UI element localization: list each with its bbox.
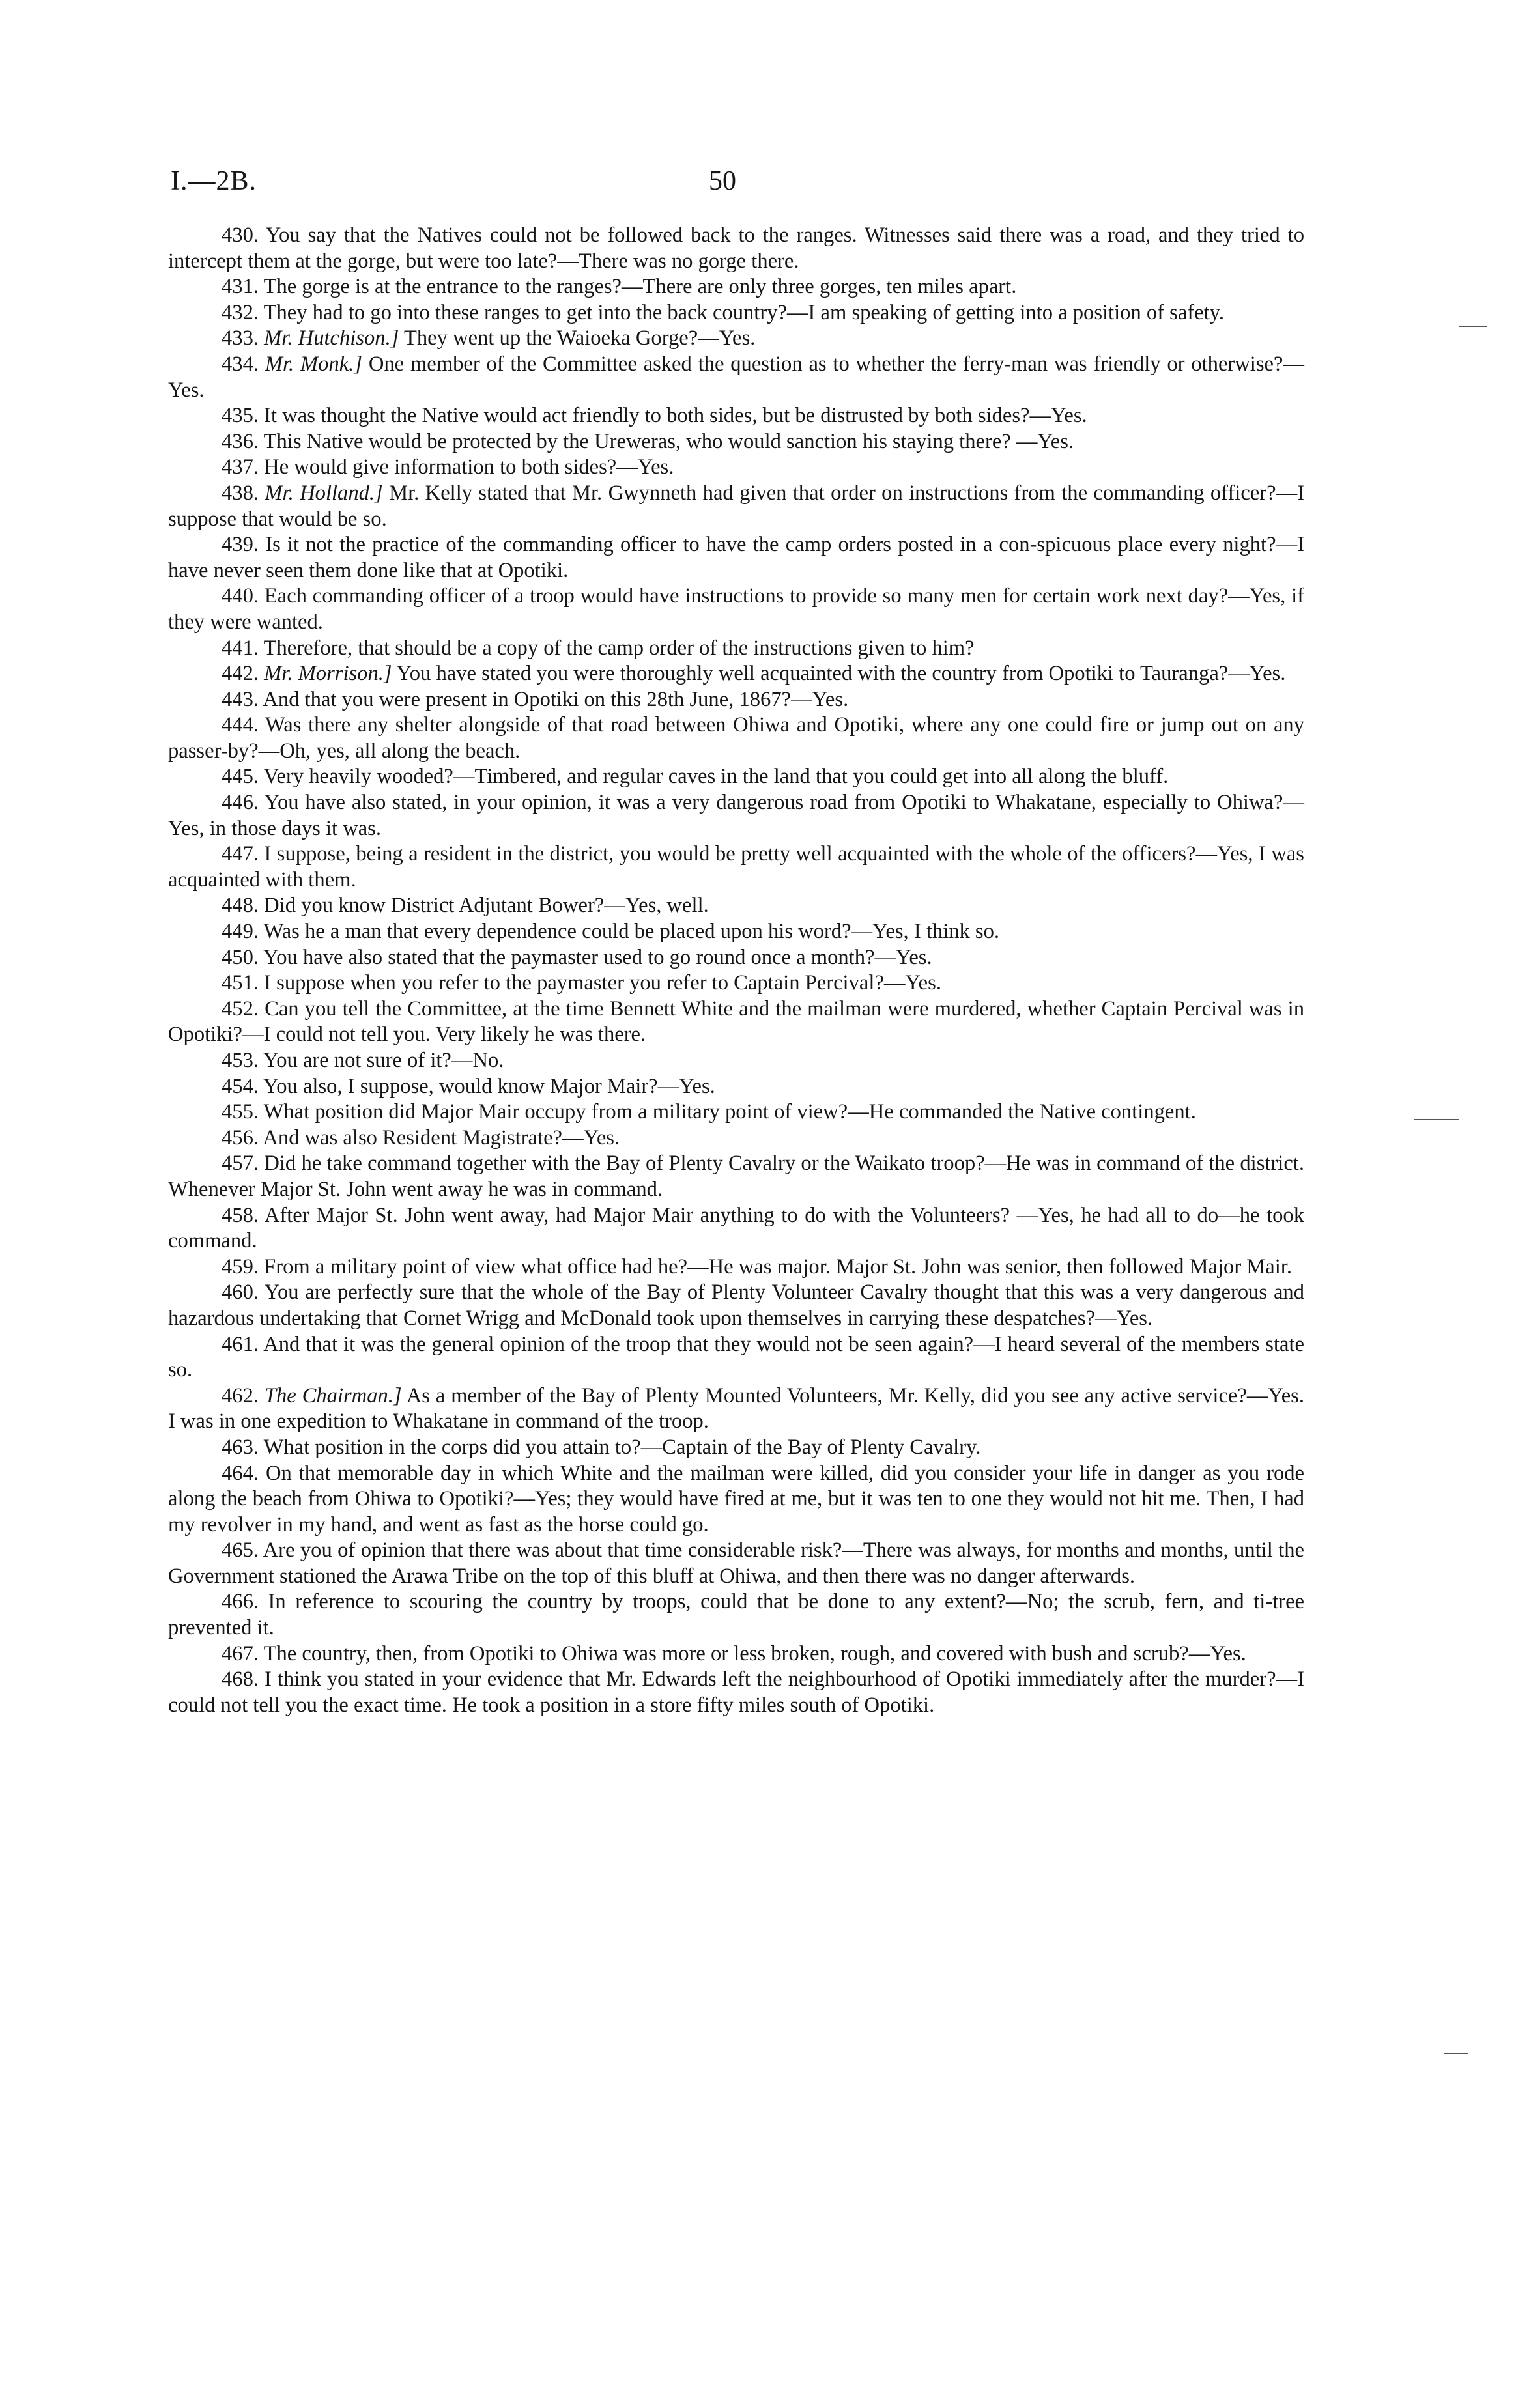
question-answer-text: You say that the Natives could not be followed back to the ranges. Witnesses said there was a road, and they tried to intercept them at the gorge, but were too late?—There was no gorge there.	[168, 223, 1304, 273]
evidence-paragraph	[168, 584, 1304, 635]
question-number: 438.	[222, 481, 259, 505]
evidence-paragraph	[168, 300, 1304, 326]
question-answer-text: You have also stated, in your opinion, it was a very dangerous road from Opotiki to Whakatane, especially to Ohiwa?—Yes, in those days it was.	[168, 791, 1304, 840]
evidence-paragraph	[168, 326, 1304, 352]
question-number: 463.	[222, 1435, 259, 1459]
evidence-paragraph	[168, 919, 1304, 945]
question-answer-text: Did he take command together with the Bay of Plenty Cavalry or the Waikato troop?—He was in command of the district. Whenever Major St. John went away he was in command.	[168, 1152, 1305, 1201]
question-number: 462.	[222, 1383, 259, 1408]
question-number: 437.	[222, 455, 259, 479]
evidence-paragraph	[168, 636, 1304, 662]
evidence-paragraph	[168, 1254, 1304, 1281]
question-answer-text: One member of the Committee asked the question as to whether the ferry-man was friendly or otherwise?—Yes.	[168, 352, 1305, 402]
evidence-paragraph	[168, 1332, 1304, 1383]
question-number: 439.	[222, 533, 259, 557]
speaker-name: Mr. Morrison.]	[264, 662, 392, 686]
question-number: 453.	[222, 1049, 259, 1072]
evidence-paragraph	[168, 352, 1304, 403]
question-number: 457.	[222, 1152, 259, 1176]
question-answer-text: Each commanding officer of a troop would have instructions to provide so many men for certain work next day?—Yes, if they were wanted.	[168, 584, 1304, 634]
speaker-name: Mr. Monk.]	[265, 352, 363, 376]
question-number: 433.	[222, 326, 259, 350]
question-number: 441.	[222, 636, 259, 660]
evidence-paragraph	[168, 1126, 1304, 1152]
evidence-paragraph	[168, 274, 1304, 300]
question-number: 430.	[222, 223, 259, 247]
question-answer-text: On that memorable day in which White and the mailman were killed, did you consider your life in danger as you rode along the beach from Ohiwa to Opotiki?—Yes; they would have fired at me, but it was ten to one they would not hit me. Then, I had my revolver in my hand, and went as fast as the horse could go.	[168, 1461, 1304, 1537]
question-number: 454.	[222, 1074, 259, 1098]
question-number: 435.	[222, 404, 259, 428]
evidence-paragraph	[168, 1151, 1304, 1202]
question-answer-text: I think you stated in your evidence that Mr. Edwards left the neighbourhood of Opotiki immediately after the murder?—I could not tell you the exact time. He took a position in a store fifty miles south of Opotiki.	[168, 1667, 1304, 1717]
evidence-paragraph	[168, 1074, 1304, 1100]
question-number: 466.	[222, 1590, 259, 1614]
question-number: 432.	[222, 300, 259, 324]
question-number: 445.	[222, 765, 259, 789]
question-answer-text: Was there any shelter alongside of that road between Ohiwa and Opotiki, where any one could fire or jump out on any passer-by?—Oh, yes, all along the beach.	[168, 713, 1304, 763]
question-number: 436.	[222, 429, 259, 453]
question-answer-text: From a military point of view what office had he?—He was major. Major St. John was senior, then followed Major Mair.	[264, 1254, 1292, 1279]
speaker-name: Mr. Holland.]	[265, 481, 383, 505]
question-number: 434.	[222, 352, 259, 376]
question-answer-text: Therefore, that should be a copy of the camp order of the instructions given to him?	[263, 636, 975, 660]
evidence-paragraph	[168, 455, 1304, 481]
margin-mark	[1444, 2053, 1468, 2054]
question-answer-text: The country, then, from Opotiki to Ohiwa was more or less broken, rough, and covered with bush and scrub?—Yes.	[263, 1641, 1246, 1665]
question-answer-text: This Native would be protected by the Ureweras, who would sanction his staying there? —Yes.	[263, 429, 1074, 453]
question-number: 442.	[222, 662, 259, 686]
evidence-paragraph	[168, 661, 1304, 687]
question-answer-text: You have stated you were thoroughly well acquainted with the country from Opotiki to Tauranga?—Yes.	[396, 662, 1286, 686]
margin-mark	[1459, 326, 1487, 327]
question-answer-text: Mr. Kelly stated that Mr. Gwynneth had given that order on instructions from the commanding officer?—I suppose that would be so.	[168, 481, 1304, 531]
page-number: 50	[709, 166, 736, 196]
question-number: 461.	[222, 1332, 259, 1356]
question-number: 464.	[222, 1461, 259, 1485]
question-number: 465.	[222, 1538, 259, 1563]
evidence-paragraph	[168, 1280, 1304, 1331]
evidence-paragraph	[168, 713, 1304, 764]
question-number: 440.	[222, 584, 259, 608]
question-answer-text: They had to go into these ranges to get into the back country?—I am speaking of getting into a position of safety.	[263, 300, 1224, 324]
question-number: 451.	[222, 971, 259, 995]
evidence-paragraph	[168, 1048, 1304, 1074]
evidence-paragraph	[168, 403, 1304, 429]
evidence-paragraph	[168, 1589, 1304, 1641]
page-reference: I.—2B.	[171, 166, 257, 196]
question-answer-text: They went up the Waioeka Gorge?—Yes.	[403, 326, 756, 350]
question-number: 444.	[222, 713, 259, 737]
question-answer-text: You are not sure of it?—No.	[263, 1049, 504, 1072]
question-answer-text: You are perfectly sure that the whole of the Bay of Plenty Volunteer Cavalry thought that this was a very dangerous and hazardous undertaking that Cornet Wrigg and McDonald took upon themselves in carrying these despatches?—Yes.	[168, 1281, 1304, 1330]
question-answer-text: And that it was the general opinion of the troop that they would not be seen again?—I heard several of the members state so.	[168, 1332, 1304, 1382]
evidence-paragraph	[168, 1641, 1304, 1667]
question-answer-text: Did you know District Adjutant Bower?—Yes, well.	[264, 894, 709, 918]
evidence-paragraph	[168, 893, 1304, 919]
evidence-paragraph	[168, 532, 1304, 584]
evidence-paragraph	[168, 687, 1304, 713]
evidence-paragraph	[168, 1538, 1304, 1589]
question-answer-text: What position in the corps did you attain to?—Captain of the Bay of Plenty Cavalry.	[263, 1435, 981, 1459]
evidence-paragraph	[168, 1099, 1304, 1126]
question-answer-text: I suppose when you refer to the paymaster you refer to Captain Percival?—Yes.	[264, 971, 941, 995]
question-number: 448.	[222, 894, 259, 918]
question-answer-text: After Major St. John went away, had Major Mair anything to do with the Volunteers? —Yes, he had all to do—he took command.	[168, 1203, 1304, 1253]
question-answer-text: He would give information to both sides?—Yes.	[264, 455, 674, 479]
question-answer-text: Are you of opinion that there was about that time considerable risk?—There was always, for months and months, until the Government stationed the Arawa Tribe on the top of this bluff at Ohiwa, and then there was no danger afterwards.	[168, 1538, 1304, 1588]
question-number: 446.	[222, 791, 259, 815]
evidence-paragraph	[168, 429, 1304, 455]
evidence-paragraph	[168, 1203, 1304, 1254]
question-number: 452.	[222, 997, 259, 1021]
margin-mark	[1414, 1119, 1459, 1120]
evidence-paragraph	[168, 970, 1304, 997]
question-number: 447.	[222, 842, 259, 866]
evidence-paragraph	[168, 1435, 1304, 1461]
evidence-paragraph	[168, 1667, 1304, 1718]
question-answer-text: Very heavily wooded?—Timbered, and regular caves in the land that you could get into all along the bluff.	[263, 765, 1169, 789]
evidence-paragraph	[168, 997, 1304, 1048]
question-answer-text: As a member of the Bay of Plenty Mounted Volunteers, Mr. Kelly, did you see any active service?—Yes. I was in one expedition to Whakatane in command of the troop.	[168, 1383, 1304, 1434]
question-answer-text: In reference to scouring the country by troops, could that be done to any extent?—No; the scrub, fern, and ti-tree prevented it.	[168, 1590, 1304, 1640]
evidence-paragraph	[168, 1383, 1304, 1435]
question-number: 459.	[222, 1254, 259, 1279]
page-header	[0, 165, 1516, 205]
question-answer-text: Was he a man that every dependence could be placed upon his word?—Yes, I think so.	[263, 920, 1000, 944]
evidence-paragraph	[168, 1461, 1304, 1538]
question-number: 450.	[222, 945, 259, 969]
question-answer-text: You have also stated that the paymaster used to go round once a month?—Yes.	[263, 945, 932, 969]
question-number: 467.	[222, 1641, 259, 1665]
evidence-text	[168, 223, 1304, 1718]
question-number: 456.	[222, 1126, 259, 1150]
evidence-paragraph	[168, 481, 1304, 532]
question-answer-text: And that you were present in Opotiki on this 28th June, 1867?—Yes.	[263, 687, 849, 711]
question-number: 468.	[222, 1667, 259, 1692]
question-answer-text: Can you tell the Committee, at the time Bennett White and the mailman were murdered, whether Captain Percival was in Opotiki?—I could not tell you. Very likely he was there.	[168, 997, 1304, 1047]
question-number: 449.	[222, 920, 259, 944]
question-answer-text: It was thought the Native would act friendly to both sides, but be distrusted by both sides?—Yes.	[264, 404, 1087, 428]
evidence-paragraph	[168, 790, 1304, 842]
speaker-name: Mr. Hutchison.]	[264, 326, 399, 350]
question-answer-text: Is it not the practice of the commanding officer to have the camp orders posted in a con-spicuous place every night?—I have never seen them done like that at Opotiki.	[168, 533, 1304, 582]
question-number: 455.	[222, 1100, 259, 1124]
evidence-paragraph	[168, 842, 1304, 893]
question-number: 443.	[222, 687, 259, 711]
question-number: 431.	[222, 275, 259, 299]
evidence-paragraph	[168, 223, 1304, 274]
question-number: 458.	[222, 1203, 259, 1227]
question-answer-text: The gorge is at the entrance to the ranges?—There are only three gorges, ten miles apart.	[263, 275, 1017, 299]
speaker-name: The Chairman.]	[264, 1383, 402, 1408]
question-number: 460.	[222, 1281, 259, 1305]
question-answer-text: I suppose, being a resident in the district, you would be pretty well acquainted with the whole of the officers?—Yes, I was acquainted with them.	[168, 842, 1304, 892]
question-answer-text: What position did Major Mair occupy from a military point of view?—He commanded the Native contingent.	[263, 1100, 1196, 1124]
evidence-paragraph	[168, 945, 1304, 971]
evidence-paragraph	[168, 764, 1304, 790]
question-answer-text: You also, I suppose, would know Major Mair?—Yes.	[263, 1074, 715, 1098]
question-answer-text: And was also Resident Magistrate?—Yes.	[263, 1126, 620, 1150]
